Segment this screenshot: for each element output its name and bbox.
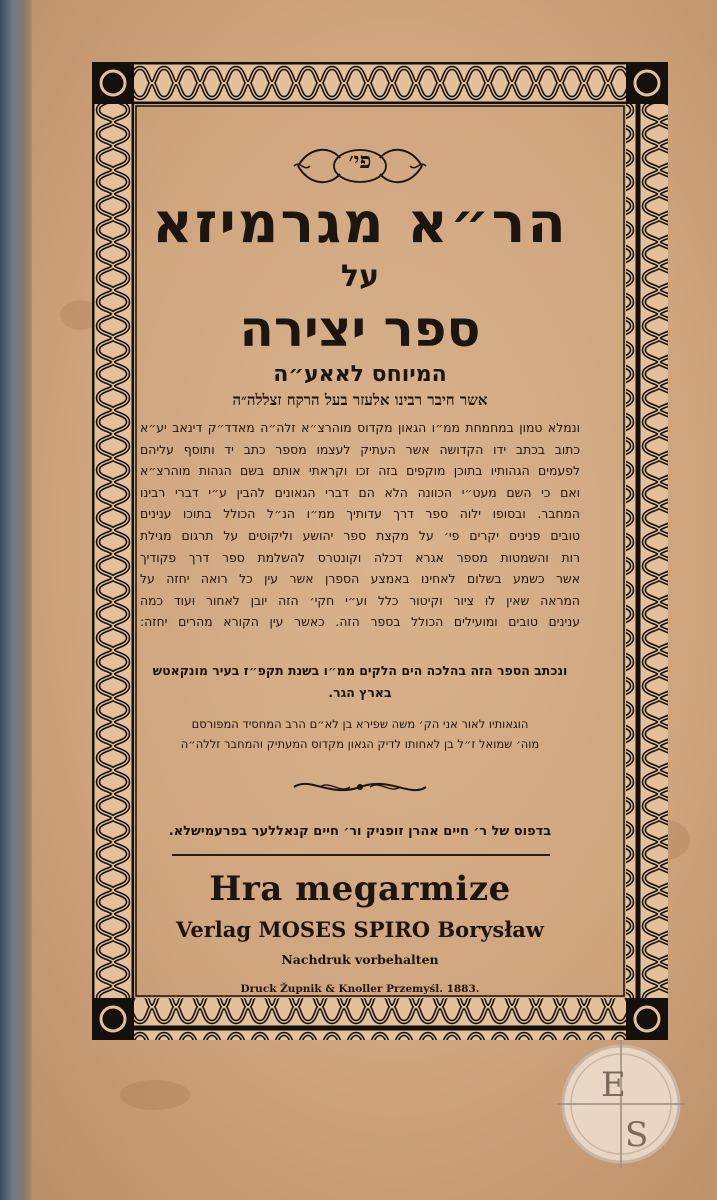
book-spine (0, 0, 32, 1200)
title-connector: על (340, 259, 380, 294)
title-page-content (140, 112, 580, 995)
printer-hebrew: בדפוס של ר׳ חיים אהרן זופניק ור׳ חיים קנאללער בפרעמישלא. (168, 824, 552, 839)
origin-line: בארץ הגר. (328, 685, 392, 700)
text-line: טובים פנינים יקרים פי׳ על מקצת ספר יהושע וליקוטים על תרגום מגילת (140, 527, 580, 543)
main-title: הר״א מגרמיזא (152, 191, 568, 256)
description-paragraph (140, 417, 580, 633)
publisher-note (140, 714, 580, 754)
collection-stamp-icon (555, 1038, 687, 1170)
horizontal-rule (172, 854, 550, 856)
stamp-letter-bottom: S (625, 1115, 649, 1155)
ornament-label: פי׳ (348, 148, 372, 174)
note-line: מוה׳ שמואל ז״ל בן לאחותו לדיק הגאון מקדוס המעתיק והמחבר זללה״ה (180, 737, 540, 751)
divider-ornament-icon (290, 774, 430, 800)
origin-info (140, 660, 580, 704)
text-line: המחבר. ובסופו ילוה ספר דרך עדותיך ממ״ו הנ״ל הכולל בתוכו ענינים (140, 506, 580, 522)
printer-latin: Druck Župnik & Knoller Przemyśl. 1883. (240, 983, 480, 995)
text-line: כתוב בכתב ידו הקדושה אשר העתיק לעצמו מספר כתב יד ותוסף עליהם (140, 441, 580, 457)
text-line: לפעמים הגהותיו בתוכן מוקפים בזה זכו וקראתי אותם בשם הגהות מוהרצ״א (140, 463, 580, 479)
text-line: ואם כי השם מעט״י הכוונה הלא הם דברי הגאונים להבין ע״י דברי רבינו (140, 484, 580, 500)
author-line: אשר חיבר רבינו אלעזר בעל הרקח זצללה״ה (232, 391, 488, 409)
book-title: ספר יצירה (239, 300, 481, 358)
latin-title: Hra megarmize (209, 869, 511, 909)
reprint-notice: Nachdruk vorbehalten (281, 952, 439, 967)
subtitle: המיוחס לאאע״ה (273, 362, 447, 387)
text-line: רות והשמטות מספר אגרא דכלה וקונטרס להשלמת ספר דרך פקודיך (140, 549, 580, 565)
text-line: אשר כשמע בשלום לאחינו באמצע הספרן אשר עין כל רואה יחזה על (140, 571, 580, 587)
note-line: הוגאותיו לאור אני הק׳ משה שפירא בן לא״ם הרב המחסיד המפורסם (191, 717, 529, 731)
text-line: ונמלא טמון במחמחת ממ״ו הגאון מקדוס מוהרצ״א זלה״ה מאדד״ק דינאב יע״א (140, 420, 580, 435)
origin-line: ונכתב הספר הזה בהלכה הים הלקים ממ״ו בשנת תקפ״ז בעיר מונקאטש (152, 663, 568, 678)
text-line: המראה שאין לו ציור וקיטור כלל וע״י חקי׳ הזה יובן לאחור ועוד כמה (140, 592, 580, 608)
paper-stain (120, 1080, 190, 1110)
publisher-line: Verlag MOSES SPIRO Borysław (175, 917, 544, 942)
text-line: ענינים טובים ומועילים הכולל בספר הזה. כאשר עין הקורא מהרים יחזה: (140, 614, 580, 630)
stamp-letter-top: E (601, 1065, 626, 1105)
